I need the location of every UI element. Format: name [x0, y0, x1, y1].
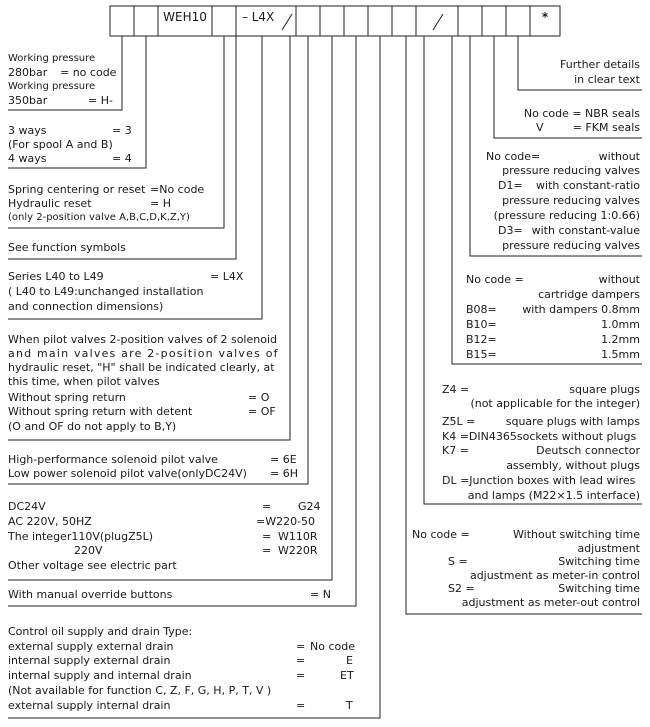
control-ext-int-code: T — [346, 699, 353, 712]
hydraulic-reset-code: = H — [150, 197, 171, 210]
pressure-code-2: = H- — [88, 94, 113, 107]
plugs-k4: K4 =DIN4365sockets without plugs — [442, 430, 637, 443]
switching-s2-code: S2 = — [448, 582, 475, 595]
control-int-int-label: internal supply and internal drain — [8, 669, 192, 682]
series-note-2: and connection dimensions) — [8, 300, 164, 313]
plugs-k7-desc: Deutsch connector — [536, 444, 640, 457]
cell-2 — [134, 6, 158, 36]
reducing-d3-desc: with constant-value — [531, 224, 640, 237]
cell-14 — [506, 6, 530, 36]
spring-centering-label: Spring centering or reset — [8, 183, 146, 196]
pilot-no-return-label: Without spring return — [8, 391, 126, 404]
reducing-nocode-desc-2: pressure reducing valves — [502, 164, 640, 177]
reducing-d1-ratio: (pressure reducing 1:0.66) — [493, 209, 640, 222]
pilot-desc-3: hydraulic reset, "H" shall be indicated clearly, at — [8, 361, 275, 374]
override-label: With manual override buttons — [8, 588, 173, 601]
reducing-d1-desc-2: pressure reducing valves — [502, 194, 640, 207]
control-note: (Not available for function C, Z, F, G, H, P, T, V ) — [8, 684, 272, 697]
pilot-detent-label: Without spring return with detent — [8, 405, 193, 418]
switching-s2-desc: Switching time — [558, 582, 640, 595]
control-ext-int-eq: = — [296, 699, 306, 712]
dampers-b10-desc: 1.0mm — [601, 318, 640, 331]
seals-fkm: = FKM seals — [572, 121, 640, 134]
reducing-d3-code: D3= — [498, 224, 523, 237]
pressure-code-1: = no code — [60, 66, 117, 79]
seals-v-code: V — [536, 121, 544, 134]
voltage-110-code: W110R — [278, 530, 318, 543]
plugs-dl: DL =Junction boxes with lead wires — [442, 474, 636, 487]
cell-12 — [458, 6, 482, 36]
voltage-dc-eq: = — [262, 500, 272, 513]
switching-nocode-code: No code = — [412, 528, 470, 541]
ways-3-label: 3 ways — [8, 124, 47, 137]
function-symbols: See function symbols — [8, 241, 126, 254]
voltage-220-code: W220R — [278, 544, 318, 557]
pilot-no-return-code: = O — [248, 391, 270, 404]
series-note-1: ( L40 to L49:unchanged installation — [8, 285, 204, 298]
voltage-dc-label: DC24V — [8, 500, 46, 513]
switching-s-desc-2: adjustment as meter-in control — [469, 569, 640, 582]
cell-10 — [392, 6, 416, 36]
control-int-ext-label: internal supply external drain — [8, 654, 171, 667]
further-line-1: Further details — [560, 58, 640, 71]
reducing-d3-desc-2: pressure reducing valves — [502, 239, 640, 252]
plugs-k7-desc-2: assembly, without plugs — [506, 459, 640, 472]
slash-glyph-1 — [282, 10, 292, 24]
pressure-label-1: Working pressure — [8, 53, 96, 64]
ways-4-label: 4 ways — [8, 152, 47, 165]
solenoid-high-label: High-performance solenoid pilot valve — [8, 453, 218, 466]
cell-7 — [320, 6, 344, 36]
solenoid-low-label: Low power solenoid pilot valve(onlyDC24V) — [8, 467, 247, 480]
seals-nbr: No code = NBR seals — [523, 107, 640, 120]
voltage-ac-label: AC 220V, 50HZ — [8, 515, 92, 528]
dampers-b10-code: B10= — [466, 318, 497, 331]
switching-nocode-desc-2: adjustment — [577, 542, 640, 555]
control-int-int-eq: = — [296, 669, 306, 682]
dampers-b12-desc: 1.2mm — [601, 333, 640, 346]
ways-3-code: = 3 — [112, 124, 132, 137]
slash-glyph-2 — [433, 10, 443, 24]
switching-s-desc: Switching time — [558, 555, 640, 568]
reducing-nocode-desc: without — [598, 150, 640, 163]
solenoid-low-code: = 6H — [270, 467, 298, 480]
pressure-value-1: 280bar — [8, 66, 48, 79]
control-int-ext-eq: = — [296, 654, 306, 667]
dampers-nocode-desc-2: cartridge dampers — [538, 288, 640, 301]
control-ext-ext-label: external supply external drain — [8, 640, 174, 653]
dampers-b08-desc: with dampers 0.8mm — [522, 303, 640, 316]
plugs-z5l-code: Z5L = — [442, 415, 476, 428]
reducing-nocode-code: No code= — [486, 150, 541, 163]
dampers-b12-code: B12= — [466, 333, 497, 346]
reducing-d1-code: D1= — [498, 179, 523, 192]
control-ext-ext-code: No code — [310, 640, 355, 653]
override-code: = N — [310, 588, 331, 601]
switching-s2-desc-2: adjustment as meter-out control — [461, 596, 640, 609]
control-ext-ext-eq: = — [296, 640, 306, 653]
pressure-value-2: 350bar — [8, 94, 48, 107]
pilot-detent-code: = OF — [248, 405, 276, 418]
plugs-z4-code: Z4 = — [442, 383, 470, 396]
cell-1 — [110, 6, 134, 36]
dampers-b15-code: B15= — [466, 348, 497, 361]
cell-6 — [296, 6, 320, 36]
plugs-dl-desc-2: and lamps (M22×1.5 interface) — [467, 489, 640, 502]
cell-13 — [482, 6, 506, 36]
pilot-note: (O and OF do not apply to B,Y) — [8, 420, 177, 433]
series-code-value: = L4X — [210, 270, 244, 283]
model-code: WEH10 — [163, 10, 207, 24]
solenoid-high-code: = 6E — [270, 453, 297, 466]
dampers-nocode-code: No code = — [466, 273, 524, 286]
cell-8 — [344, 6, 368, 36]
dampers-b15-desc: 1.5mm — [601, 348, 640, 361]
series-dash: – — [242, 10, 248, 24]
voltage-110-label: The integer110V(plugZ5L) — [8, 530, 154, 543]
voltage-ac-code: =W220-50 — [256, 515, 316, 528]
further-line-2: in clear text — [574, 73, 640, 86]
reducing-d1-desc: with constant-ratio — [536, 179, 640, 192]
control-ext-int-label: external supply internal drain — [8, 699, 171, 712]
control-int-ext-code: E — [346, 654, 353, 667]
switching-s-code: S = — [448, 555, 468, 568]
voltage-220-eq: = — [262, 544, 272, 557]
control-int-int-code: ET — [340, 669, 354, 682]
plugs-z4-desc: square plugs — [569, 383, 640, 396]
voltage-dc-code: G24 — [298, 500, 321, 513]
hydraulic-reset-label: Hydraulic reset — [8, 197, 92, 210]
pilot-desc-2: and main valves are 2-position valves of — [8, 347, 279, 360]
voltage-other: Other voltage see electric part — [8, 559, 177, 572]
ways-4-code: = 4 — [112, 152, 132, 165]
plugs-k7-code: K7 = — [442, 444, 469, 457]
voltage-220-label: 220V — [74, 544, 103, 557]
plugs-z4-note: (not applicable for the integer) — [470, 397, 640, 410]
further-details-star: * — [541, 10, 549, 24]
cell-4 — [212, 6, 236, 36]
ways-3-note: (For spool A and B) — [8, 138, 113, 151]
control-title: Control oil supply and drain Type: — [8, 625, 193, 638]
spring-note: (only 2-position valve A,B,C,D,K,Z,Y) — [8, 212, 190, 223]
plugs-z5l-desc: square plugs with lamps — [505, 415, 640, 428]
cell-9 — [368, 6, 392, 36]
pilot-desc-1: When pilot valves 2-position valves of 2 solenoid — [8, 333, 277, 346]
dampers-nocode-desc: without — [598, 273, 640, 286]
voltage-110-eq: = — [262, 530, 272, 543]
series-label: Series L40 to L49 — [8, 270, 104, 283]
pilot-desc-4: this time, when pilot valves — [8, 375, 160, 388]
spring-centering-code: =No code — [150, 183, 205, 196]
series-code: L4X — [251, 10, 275, 24]
pressure-label-2: Working pressure — [8, 81, 96, 92]
switching-nocode-desc: Without switching time — [513, 528, 640, 541]
dampers-b08-code: B08= — [466, 303, 497, 316]
